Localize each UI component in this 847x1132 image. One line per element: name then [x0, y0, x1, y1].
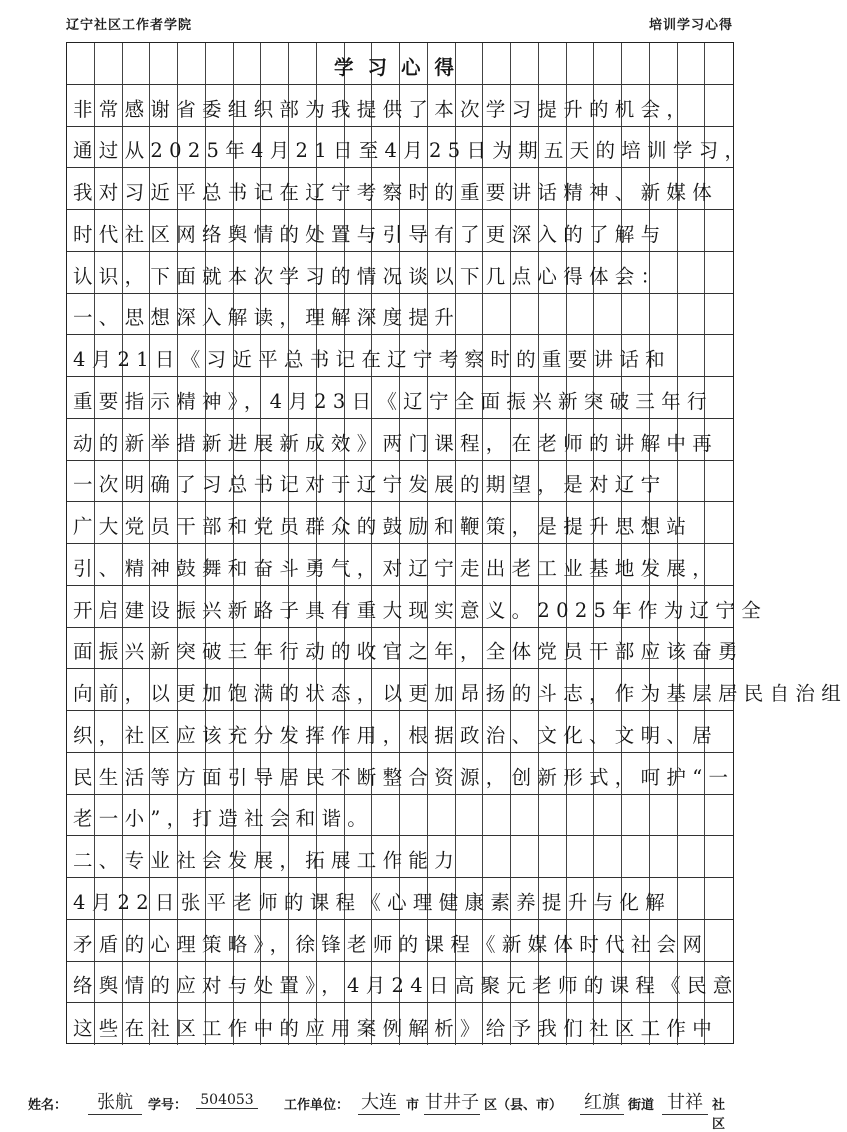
handwritten-line: 非常感谢省委组织部为我提供了本次学习提升的机会， — [73, 97, 693, 121]
district-value: 甘井子 — [424, 1088, 480, 1115]
text-row — [67, 753, 733, 795]
handwritten-line: 向前，以更加饱满的状态，以更加昂扬的斗志，作为基层居民自治组 — [73, 682, 847, 705]
handwritten-line: 一次明确了习总书记对于辽宁发展的期望，是对辽宁 — [73, 473, 667, 497]
handwritten-line: 时代社区网络舆情的处置与引导有了更深入的了解与 — [73, 222, 667, 246]
handwritten-line: 面振兴新突破三年行动的收官之年，全体党员干部应该奋勇 — [73, 640, 744, 664]
page-header — [66, 14, 733, 36]
text-row — [67, 878, 733, 920]
city-value: 大连 — [358, 1088, 400, 1115]
text-row — [67, 502, 733, 544]
city-suffix: 市 — [406, 1098, 420, 1113]
text-row — [67, 335, 733, 377]
id-value: 504053 — [196, 1092, 258, 1109]
unit-label: 工作单位： — [284, 1098, 350, 1113]
text-row — [67, 168, 733, 210]
grid-rows — [67, 43, 847, 1043]
text-row — [67, 294, 733, 336]
school-name: 辽宁社区工作者学院 — [66, 18, 193, 33]
handwritten-line: 民生活等方面引导居民不断整合资源，创新形式，呵护“一 — [73, 765, 735, 789]
document-title: 学习心得 — [333, 55, 468, 79]
community-value: 甘祥 — [662, 1088, 708, 1115]
text-row — [67, 419, 733, 461]
handwritten-line: 我对习近平总书记在辽宁考察时的重要讲话精神、新媒体 — [73, 181, 719, 204]
handwritten-line: 重要指示精神》，4月23日《辽宁全面振兴新突破三年行 — [73, 389, 713, 413]
text-row — [67, 461, 733, 503]
text-row — [67, 85, 733, 127]
text-row — [67, 962, 739, 1004]
handwritten-line: 络舆情的应对与处置》，4月24日高聚元老师的课程《民意 — [73, 974, 739, 998]
handwritten-line: 4月21日《习近平总书记在辽宁考察时的重要讲话和 — [73, 348, 671, 371]
name-value: 张航 — [88, 1088, 142, 1115]
text-row — [67, 377, 733, 419]
text-row — [67, 836, 733, 878]
handwritten-line: 认识，下面就本次学习的情况谈以下几点心得体会： — [73, 264, 667, 288]
handwritten-line: 广大党员干部和党员群众的鼓励和鞭策，是提升思想站 — [73, 515, 693, 538]
text-row — [67, 711, 733, 753]
text-row — [67, 628, 744, 670]
handwritten-line: 通过从2025年4月21日至4月25日为期五天的培训学习， — [73, 139, 751, 163]
title-row — [67, 43, 733, 85]
text-row — [67, 669, 847, 711]
district-suffix: 区（县、市） — [484, 1098, 563, 1113]
text-row — [67, 127, 751, 169]
text-row — [67, 586, 768, 628]
signature-footer — [28, 1086, 733, 1132]
handwritten-line: 老一小”，打造社会和谐。 — [73, 807, 374, 831]
id-label: 学号： — [148, 1098, 188, 1113]
community-suffix: 社区 — [712, 1098, 726, 1132]
handwritten-line: 矛盾的心理策略》，徐锋老师的课程《新媒体时代社会网 — [73, 932, 709, 956]
handwritten-line: 二、专业社会发展，拓展工作能力 — [73, 849, 461, 872]
handwritten-line: 织，社区应该充分发挥作用，根据政治、文化、文明、居 — [73, 723, 719, 747]
handwritten-line: 引、精神鼓舞和奋斗勇气，对辽宁走出老工业基地发展， — [73, 556, 719, 580]
text-row — [67, 1003, 733, 1045]
text-row — [67, 252, 733, 294]
handwritten-line: 这些在社区工作中的应用案例解析》给予我们社区工作中 — [73, 1017, 719, 1040]
text-row — [67, 795, 733, 837]
document-type: 培训学习心得 — [648, 18, 733, 33]
text-row — [67, 544, 733, 586]
grid-paper — [66, 42, 847, 1044]
street-suffix: 街道 — [628, 1098, 655, 1113]
text-row — [67, 210, 733, 252]
handwritten-line: 一、思想深入解读，理解深度提升 — [73, 306, 461, 330]
text-row — [67, 920, 733, 962]
handwritten-line: 动的新举措新进展新成效》两门课程，在老师的讲解中再 — [73, 431, 719, 455]
handwritten-line: 开启建设振兴新路子具有重大现实意义。2025年作为辽宁全 — [73, 598, 768, 622]
handwritten-line: 4月22日张平老师的课程《心理健康素养提升与化解 — [73, 890, 671, 914]
street-value: 红旗 — [580, 1088, 624, 1115]
name-label: 姓名： — [28, 1098, 68, 1113]
